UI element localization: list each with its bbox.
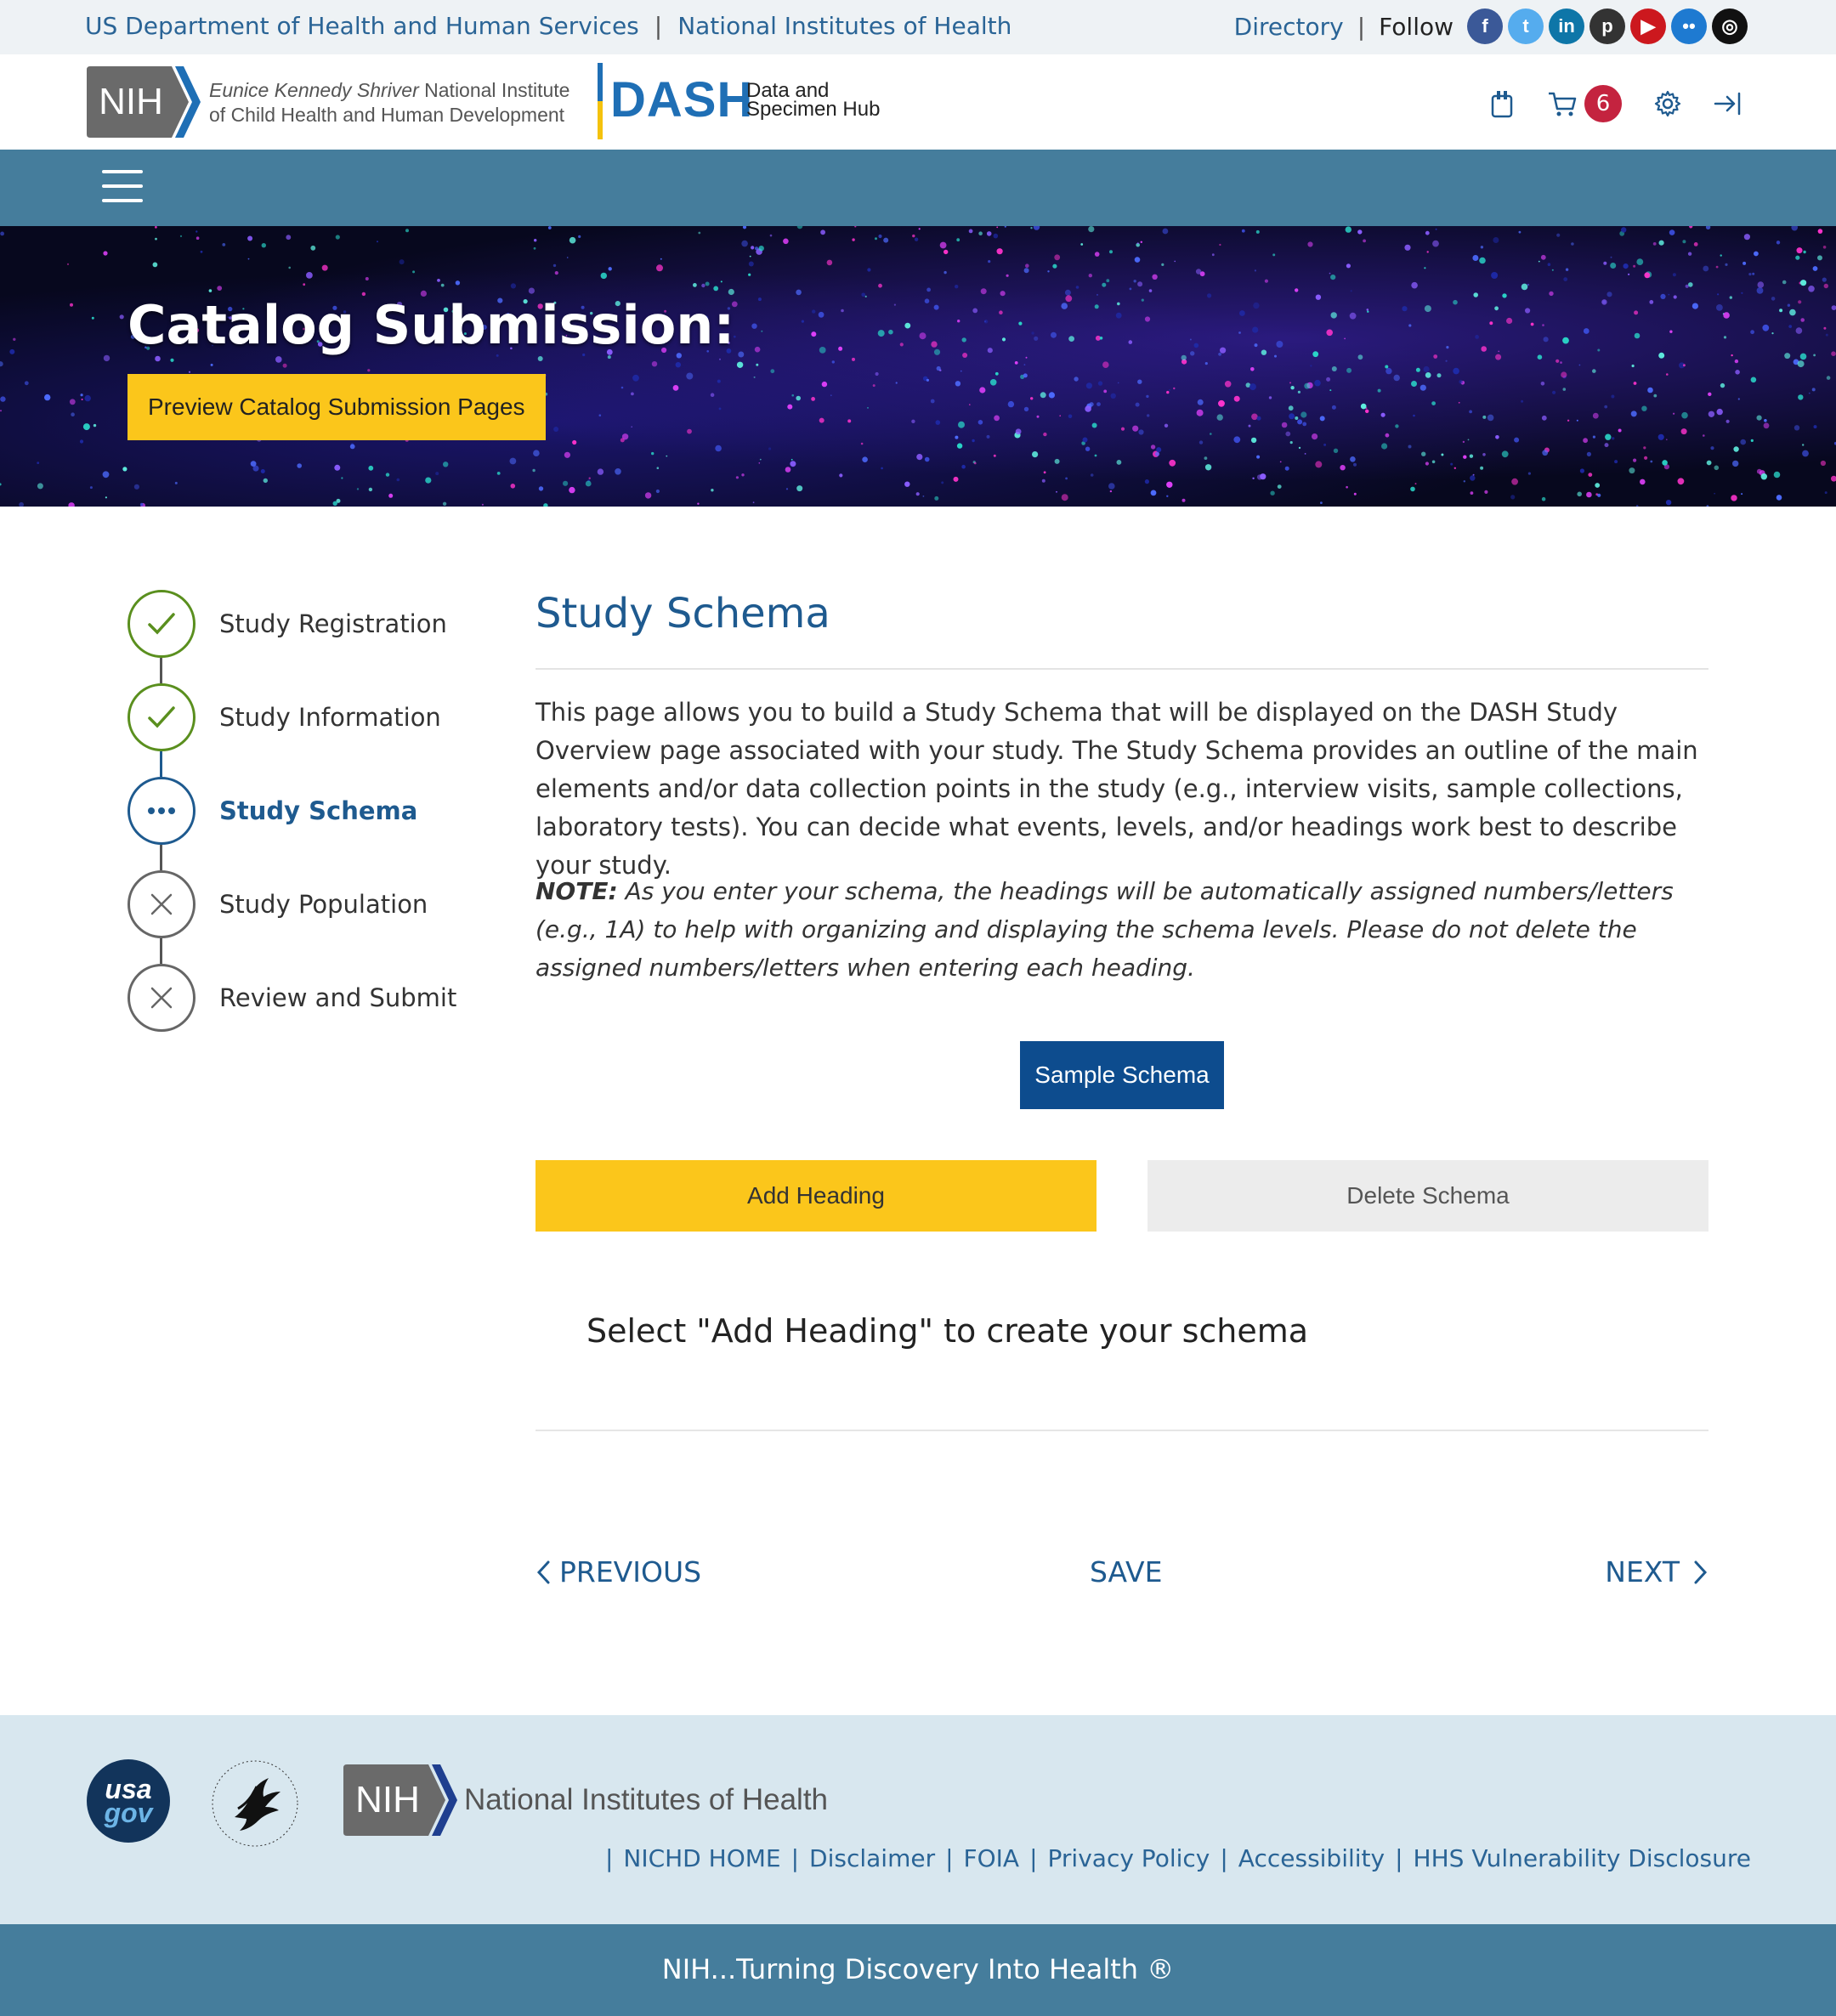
nih-footer-logo-text: NIH — [355, 1779, 420, 1821]
dash-logo[interactable]: DASH — [610, 72, 754, 127]
pinterest-icon[interactable]: p — [1590, 8, 1625, 44]
intro-text: This page allows you to build a Study Schema that will be displayed on the DASH Study Overview page associated with your study. The Study Schema provides an outline of the main elements and/or data collection points in the study (e.g., interview visits, sample collections, laboratory tests). You can decide what events, levels, and/or headings work best to describe your study. — [536, 698, 1698, 880]
step-label: Review and Submit — [219, 983, 457, 1012]
footer-link[interactable]: Accessibility — [1238, 1844, 1386, 1872]
site-footer — [0, 1715, 1836, 1924]
institute-line2: of Child Health and Human Development — [209, 104, 565, 126]
step-pager — [536, 1555, 1708, 1593]
nih-link[interactable]: National Institutes of Health — [677, 12, 1012, 40]
dash-subtitle-line2: Specimen Hub — [746, 98, 881, 121]
footer-link[interactable]: FOIA — [963, 1844, 1020, 1872]
footer-link[interactable]: Disclaimer — [809, 1844, 936, 1872]
cart-icon[interactable] — [1547, 90, 1578, 117]
footer-link[interactable]: Privacy Policy — [1047, 1844, 1210, 1872]
step-label: Study Information — [219, 703, 441, 732]
step-study-registration[interactable] — [128, 590, 447, 658]
step-study-population[interactable] — [128, 870, 428, 938]
save-button[interactable]: SAVE — [1090, 1555, 1163, 1588]
divider — [536, 668, 1708, 670]
nih-logo[interactable] — [87, 66, 201, 138]
footer-links — [605, 1844, 1751, 1872]
chevron-left-icon — [536, 1560, 551, 1585]
youtube-icon[interactable]: ▶ — [1630, 8, 1666, 44]
site-header — [0, 54, 1836, 150]
separator: | — [654, 12, 663, 40]
separator: | — [604, 1844, 614, 1872]
tagline: NIH...Turning Discovery Into Health ® — [661, 1953, 1175, 1985]
step-connector — [160, 845, 162, 870]
usagov-logo[interactable] — [87, 1759, 170, 1843]
chevron-right-icon — [1693, 1560, 1708, 1585]
dash-subtitle — [746, 79, 881, 121]
hero-banner — [0, 226, 1836, 507]
hero-background-image — [0, 226, 1836, 507]
empty-schema-message: Select "Add Heading" to create your schema — [586, 1312, 1309, 1350]
footer-link[interactable]: HHS Vulnerability Disclosure — [1413, 1844, 1751, 1872]
x-icon — [128, 964, 196, 1032]
hero-title: Catalog Submission: — [128, 294, 735, 356]
next-label: NEXT — [1605, 1555, 1680, 1588]
usagov-line1: usa — [105, 1774, 152, 1804]
linkedin-icon[interactable]: in — [1549, 8, 1584, 44]
menu-icon[interactable] — [102, 170, 144, 206]
previous-label: PREVIOUS — [559, 1555, 702, 1588]
login-icon[interactable] — [1714, 91, 1742, 116]
social-links — [1467, 8, 1748, 44]
note-text — [536, 872, 1708, 987]
instagram-icon[interactable]: ◎ — [1712, 8, 1748, 44]
cart-count-badge: 6 — [1584, 85, 1622, 122]
hhs-link[interactable]: US Department of Health and Human Services — [85, 12, 639, 40]
step-label: Study Schema — [219, 796, 418, 825]
step-connector — [160, 751, 162, 777]
twitter-icon[interactable]: t — [1508, 8, 1544, 44]
settings-icon[interactable] — [1654, 90, 1681, 117]
flickr-icon[interactable]: •• — [1671, 8, 1707, 44]
hhs-seal-icon[interactable] — [209, 1758, 301, 1849]
previous-button[interactable] — [536, 1555, 701, 1588]
next-button[interactable] — [1605, 1555, 1708, 1588]
request-icon[interactable] — [1489, 89, 1515, 118]
facebook-icon[interactable]: f — [1467, 8, 1503, 44]
check-icon — [128, 590, 196, 658]
institute-name — [209, 78, 570, 127]
nih-footer-name: National Institutes of Health — [464, 1783, 829, 1816]
step-connector — [160, 938, 162, 964]
separator: | — [1029, 1844, 1038, 1872]
step-review-and-submit[interactable] — [128, 964, 456, 1032]
separator: | — [790, 1844, 800, 1872]
utility-right — [1234, 8, 1748, 44]
separator: | — [1357, 12, 1366, 41]
footer-link[interactable]: NICHD HOME — [623, 1844, 781, 1872]
institute-italic: Eunice Kennedy Shriver — [209, 79, 419, 101]
directory-link[interactable]: Directory — [1233, 12, 1344, 41]
dash-logo-bar — [598, 63, 603, 139]
note-label: NOTE: — [536, 877, 618, 905]
tagline-bar — [0, 1924, 1836, 2016]
note-body: As you enter your schema, the headings will be automatically assigned numbers/letters (e.g., 1A) to help with organizing and displaying the schema levels. Please do not delete the assigned numbers/letters when entering each heading. — [536, 877, 1674, 982]
check-icon — [128, 683, 196, 751]
step-study-schema[interactable] — [128, 777, 417, 845]
separator: | — [1395, 1844, 1403, 1872]
step-label: Study Registration — [219, 609, 447, 638]
nih-footer-logo[interactable] — [343, 1764, 457, 1836]
dash-subtitle-line1: Data and — [746, 79, 830, 102]
sample-schema-button[interactable]: Sample Schema — [1020, 1041, 1224, 1109]
header-icons — [1489, 85, 1742, 122]
institute-line1: National Institute — [418, 79, 570, 101]
parent-org-links — [85, 12, 1012, 40]
usagov-line2: gov — [104, 1798, 153, 1828]
page-title: Study Schema — [536, 590, 830, 637]
step-label: Study Population — [219, 890, 428, 919]
step-study-information[interactable] — [128, 683, 441, 751]
preview-pages-button[interactable]: Preview Catalog Submission Pages — [128, 374, 546, 440]
x-icon — [128, 870, 196, 938]
main-nav — [0, 150, 1836, 226]
divider — [536, 1430, 1708, 1431]
more-dots-icon — [128, 777, 196, 845]
separator: | — [1220, 1844, 1228, 1872]
nih-logo-text: NIH — [99, 81, 163, 122]
delete-schema-button[interactable]: Delete Schema — [1148, 1160, 1708, 1232]
follow-label: Follow — [1379, 12, 1454, 41]
cart[interactable] — [1547, 85, 1622, 122]
separator: | — [945, 1844, 954, 1872]
step-connector — [160, 658, 162, 683]
add-heading-button[interactable]: Add Heading — [536, 1160, 1096, 1232]
utility-bar — [0, 0, 1836, 54]
